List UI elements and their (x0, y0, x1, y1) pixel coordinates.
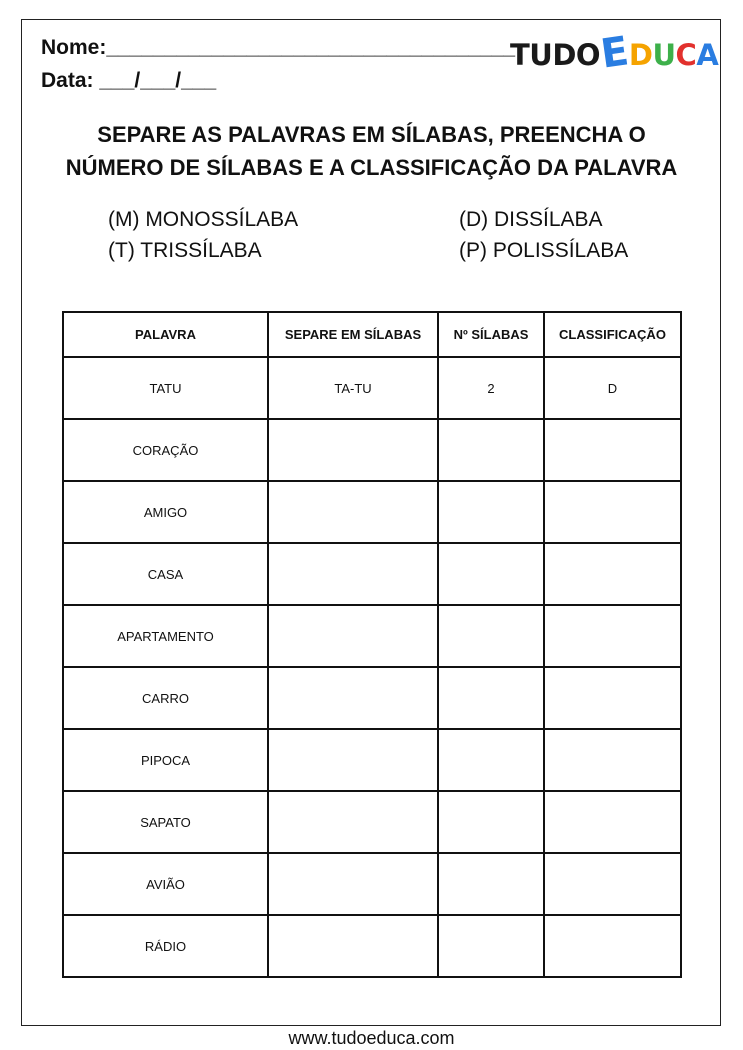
word-cell: APARTAMENTO (63, 605, 268, 667)
table-header-row (63, 312, 681, 357)
class-cell[interactable] (544, 853, 681, 915)
date-blank: ___/___/___ (99, 69, 217, 92)
legend-monossilaba: (M) MONOSSÍLABA (108, 208, 299, 231)
class-cell[interactable] (544, 543, 681, 605)
class-cell[interactable] (544, 481, 681, 543)
count-cell[interactable] (438, 543, 544, 605)
class-cell[interactable] (544, 667, 681, 729)
syllable-table (62, 311, 682, 978)
word-cell: CASA (63, 543, 268, 605)
word-cell: AMIGO (63, 481, 268, 543)
count-cell[interactable] (438, 791, 544, 853)
name-line (41, 36, 515, 60)
logo-letter-d: D (628, 38, 653, 72)
name-label: Nome: (41, 36, 107, 59)
table-row (63, 481, 681, 543)
count-cell[interactable] (438, 729, 544, 791)
count-cell[interactable]: 2 (438, 357, 544, 419)
table-row (63, 791, 681, 853)
logo-letter-a: A (696, 38, 719, 72)
syllables-cell[interactable]: TA-TU (268, 357, 438, 419)
logo-letter-e: E (597, 28, 631, 78)
class-cell[interactable] (544, 791, 681, 853)
count-cell[interactable] (438, 667, 544, 729)
syllables-cell[interactable] (268, 543, 438, 605)
class-cell[interactable]: D (544, 357, 681, 419)
word-cell: AVIÃO (63, 853, 268, 915)
header-num-silabas: Nº SÍLABAS (438, 312, 544, 357)
count-cell[interactable] (438, 915, 544, 977)
syllables-cell[interactable] (268, 791, 438, 853)
syllables-cell[interactable] (268, 605, 438, 667)
table-row (63, 419, 681, 481)
logo-text-tudo: TUDO (510, 38, 601, 72)
word-cell: CARRO (63, 667, 268, 729)
legend-polissilaba: (P) POLISSÍLABA (459, 239, 629, 262)
count-cell[interactable] (438, 605, 544, 667)
count-cell[interactable] (438, 419, 544, 481)
tudoeduca-logo (510, 30, 718, 80)
title-line-1: SEPARE AS PALAVRAS EM SÍLABAS, PREENCHA O (97, 122, 646, 147)
legend-dissilaba: (D) DISSÍLABA (459, 208, 603, 231)
class-cell[interactable] (544, 419, 681, 481)
table-row (63, 915, 681, 977)
syllables-cell[interactable] (268, 729, 438, 791)
footer-url[interactable]: www.tudoeduca.com (288, 1028, 455, 1048)
date-label: Data: (41, 69, 94, 92)
syllables-cell[interactable] (268, 667, 438, 729)
worksheet-title (30, 118, 713, 184)
table-row (63, 853, 681, 915)
table-row (63, 667, 681, 729)
word-cell: TATU (63, 357, 268, 419)
table-row (63, 543, 681, 605)
name-blank: ___________________________________ (106, 36, 516, 59)
syllables-cell[interactable] (268, 419, 438, 481)
table-row (63, 605, 681, 667)
word-cell: SAPATO (63, 791, 268, 853)
class-cell[interactable] (544, 605, 681, 667)
logo-letter-c: C (675, 38, 697, 72)
header-palavra: PALAVRA (63, 312, 268, 357)
count-cell[interactable] (438, 481, 544, 543)
legend-trissilaba: (T) TRISSÍLABA (108, 239, 262, 262)
syllables-cell[interactable] (268, 481, 438, 543)
word-cell: RÁDIO (63, 915, 268, 977)
table-row (63, 357, 681, 419)
word-cell: PIPOCA (63, 729, 268, 791)
count-cell[interactable] (438, 853, 544, 915)
word-cell: CORAÇÃO (63, 419, 268, 481)
title-line-2: NÚMERO DE SÍLABAS E A CLASSIFICAÇÃO DA PALAVRA (65, 155, 678, 180)
syllables-cell[interactable] (268, 915, 438, 977)
class-cell[interactable] (544, 915, 681, 977)
class-cell[interactable] (544, 729, 681, 791)
header-separe: SEPARE EM SÍLABAS (268, 312, 438, 357)
table-row (63, 729, 681, 791)
date-line (41, 69, 216, 93)
syllables-cell[interactable] (268, 853, 438, 915)
logo-letter-u: U (652, 38, 676, 72)
header-classificacao: CLASSIFICAÇÃO (544, 312, 681, 357)
